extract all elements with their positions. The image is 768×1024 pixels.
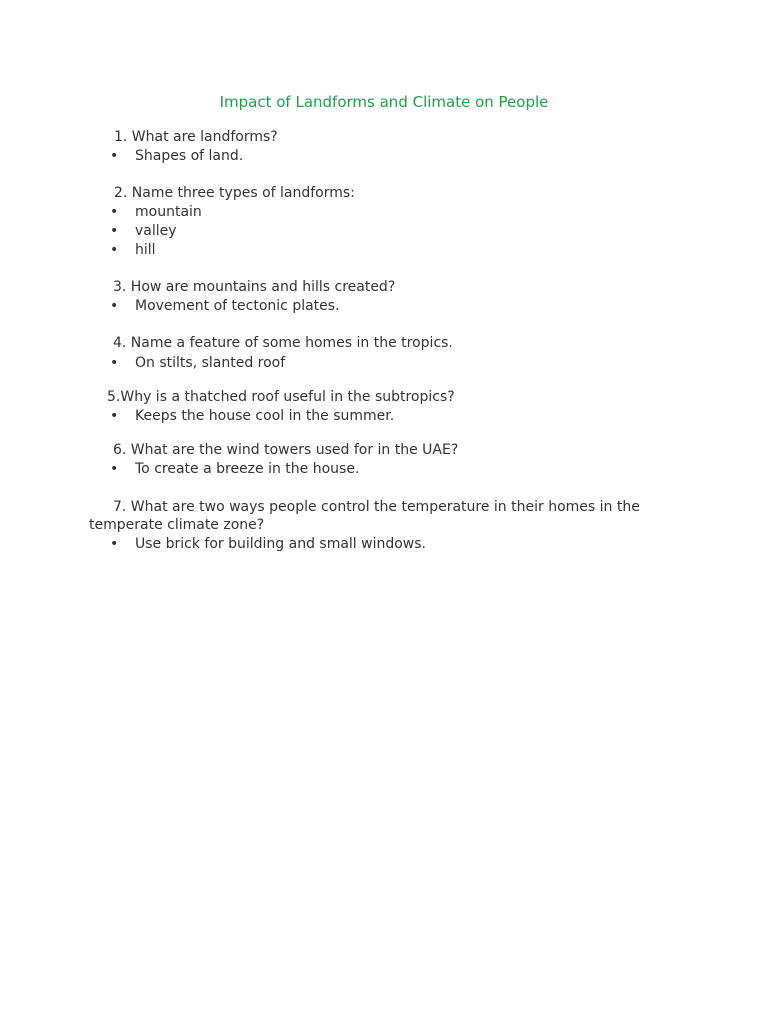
question-1: 1. What are landforms?	[114, 129, 278, 145]
bullet-icon: •	[110, 461, 119, 477]
question-4: 4. Name a feature of some homes in the tropics.	[113, 335, 453, 351]
bullet-icon: •	[110, 223, 119, 239]
bullet-icon: •	[110, 242, 119, 258]
document-title: Impact of Landforms and Climate on People	[219, 93, 549, 111]
answer-text: On stilts, slanted roof	[135, 355, 286, 371]
bullet-icon: •	[110, 298, 119, 314]
answer-text: Shapes of land.	[135, 148, 244, 164]
bullet-icon: •	[110, 355, 119, 371]
bullet-icon: •	[110, 536, 119, 552]
answer-text: To create a breeze in the house.	[135, 461, 360, 477]
answer-text: valley	[135, 223, 177, 239]
question-3: 3. How are mountains and hills created?	[113, 279, 396, 295]
answer-text: Use brick for building and small windows.	[135, 536, 427, 552]
bullet-icon: •	[110, 148, 119, 164]
question-2: 2. Name three types of landforms:	[114, 185, 355, 201]
answer-text: mountain	[135, 204, 202, 220]
answer-text: Keeps the house cool in the summer.	[135, 408, 395, 424]
bullet-icon: •	[110, 204, 119, 220]
question-5: 5.Why is a thatched roof useful in the subtropics?	[107, 389, 455, 405]
question-6: 6. What are the wind towers used for in the UAE?	[113, 442, 459, 458]
answer-text: Movement of tectonic plates.	[135, 298, 340, 314]
answer-text: hill	[135, 242, 156, 258]
question-7: 7. What are two ways people control the temperature in their homes in the temperate climate zone?	[89, 499, 640, 533]
bullet-icon: •	[110, 408, 119, 424]
